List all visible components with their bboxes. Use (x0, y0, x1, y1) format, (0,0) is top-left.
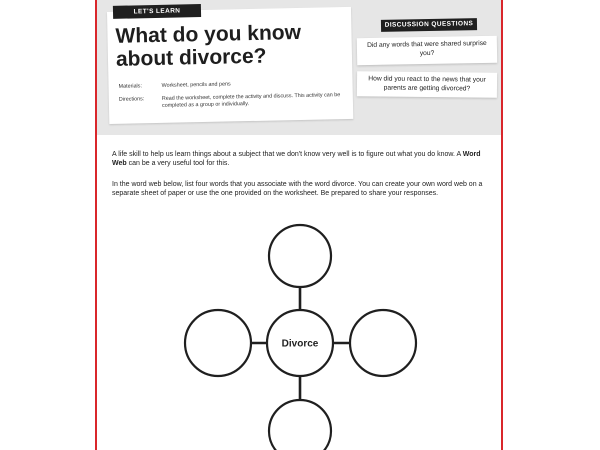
intro-text-end: can be a very useful tool for this. (126, 160, 230, 168)
word-circle-top (269, 225, 331, 287)
directions-value: Read the worksheet, complete the activity and discuss. This activity can be completed as a group or individually. (161, 92, 341, 109)
word-web-term: Word Web (112, 151, 481, 168)
word-web-diagram (97, 215, 503, 450)
materials-value: Worksheet, pencils and pens (161, 81, 231, 89)
page-title: What do you know about divorce? (115, 20, 302, 71)
discussion-questions-tag: DISCUSSION QUESTIONS (381, 18, 477, 32)
directions-label: Directions: (118, 96, 145, 103)
materials-label: Materials: (118, 83, 143, 90)
question-card-1: Did any words that were shared surprise you? (357, 36, 497, 65)
intro-paragraph (112, 150, 492, 168)
word-circle-right (350, 310, 416, 376)
discussion-panel (355, 16, 499, 134)
worksheet-page (95, 0, 503, 450)
center-label: Divorce (281, 338, 319, 350)
instructions-paragraph: In the word web below, list four words that you associate with the word divorce. You can create your own word web on a separate sheet of paper or use the one provided on the worksheet. Be prepared to share your responses. (112, 181, 483, 198)
title-card (107, 7, 353, 124)
word-circle-bottom (269, 400, 331, 450)
lets-learn-tag: LET'S LEARN (113, 4, 201, 19)
question-card-2: How did you react to the news that your parents are getting divorced? (357, 71, 497, 97)
intro-text-start: A life skill to help us learn things about a subject that we don't know very well is to figure out what you do know. A (112, 151, 463, 158)
word-circle-left (185, 310, 251, 376)
